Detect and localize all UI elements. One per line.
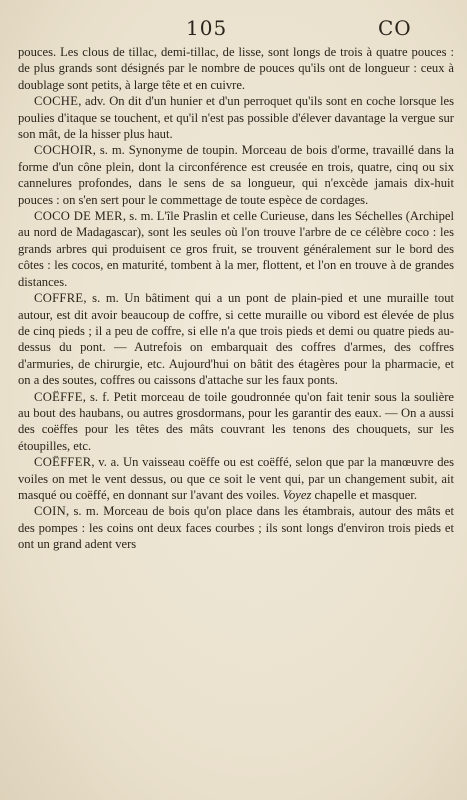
- entry-text: , adv. On dit d'un hunier et d'un perroquet qu'ils sont en coche lorsque les poulies d'itaque se touchent, et qu'il n'est pas possible d'élever davantage la vergue sur son mât, de la hisser plus haut.: [18, 94, 454, 142]
- entry-text: , s. m. Synonyme de toupin. Morceau de bois d'orme, travaillé dans la forme d'un cône plein, dont la circonférence est creusée en trois, quatre, cinq ou six cannelures profondes, dans le sens de sa longueur, qui n'excède jamais dix-huit pouces : on s'en sert pour le commettage de toute espèce de cordages.: [18, 143, 454, 207]
- entry-text: , s. m. Un bâtiment qui a un pont de plain-pied et une muraille tout autour, est dit avoir beaucoup de coffre, si cette muraille ou vibord est élevée de plus de cinq pieds ; il a peu de coffre, si elle n'a que trois pieds et demi ou quatre pieds au-dessus du pont. — Autrefois on embarquait des coffres d'armes, des coffres d'armuries, de chirurgie, etc. Aujourd'hui on bâtit des étagères pour la pharmacie, et on a des soutes, coffres ou caissons d'attache sur les faux ponts.: [18, 291, 454, 388]
- entry-headword: COCHOIR: [34, 143, 93, 158]
- entry-headword: COCO DE MER: [34, 209, 123, 224]
- running-head: CO: [378, 16, 412, 40]
- entry-cochoir: [18, 142, 454, 208]
- entry-text: chapelle et masquer.: [311, 487, 417, 502]
- entry-coco-de-mer: [18, 208, 454, 290]
- entry-headword: COIN: [34, 504, 66, 519]
- entry-coeffe: [18, 389, 454, 455]
- page-header: [0, 16, 467, 46]
- entry-headword: COËFFER: [34, 455, 92, 470]
- entry-headword: COËFFE: [34, 389, 83, 404]
- entry-text: , v. a. Un vaisseau coëffe ou est coëffé, selon que par la manœuvre des voiles on met le vent dessus, ou que ce soit le vent qui, par un changement subit, ait masqué ou coëffé, en donnant sur l'avant des voiles.: [18, 455, 454, 502]
- entry-coffre: [18, 290, 454, 388]
- entry-text: , s. f. Petit morceau de toile goudronnée qu'on fait tenir sous la soulière au bout des haubans, ou autres grosdormans, pour les garantir des eaux. — On a aussi des coëffes pour les têtes des mâts couvrant les tenons des chouquets, sur les étoupilles, etc.: [18, 389, 454, 453]
- entry-text: , s. m. L'île Praslin et celle Curieuse, dans les Séchelles (Archipel au nord de Madagascar), sont les seules où l'on trouve l'arbre de ce célèbre coco : les grands arbres qui produisent ce gros fruit, se trouvent généralement sur le bord des côtes : les cocos, en maturité, tombent à la mer, flottent, et l'on en trouve à de grandes distances.: [18, 209, 454, 289]
- cross-reference: Voyez: [282, 487, 312, 502]
- page-body: [18, 44, 454, 553]
- entry-coche: [18, 93, 454, 142]
- page-number: 105: [186, 16, 228, 40]
- entry-headword: COFFRE: [34, 291, 84, 306]
- entry-headword: COCHE: [34, 94, 79, 109]
- entry-coin: [18, 503, 454, 552]
- entry-text: , s. m. Morceau de bois qu'on place dans les étambrais, autour des mâts et des pompes : les coins ont deux faces courbes ; ils sont longs d'environ trois pieds et ont un grand adent vers: [18, 504, 454, 552]
- entry-coeffer: [18, 454, 454, 503]
- continuation-paragraph: pouces. Les clous de tillac, demi-tillac, de lisse, sont longs de trois à quatre pouces : de plus grands sont désignés par le nombre de pouces qu'ils ont de longueur : ceux à doublage sont petits, à large tête et en cuivre.: [18, 45, 454, 92]
